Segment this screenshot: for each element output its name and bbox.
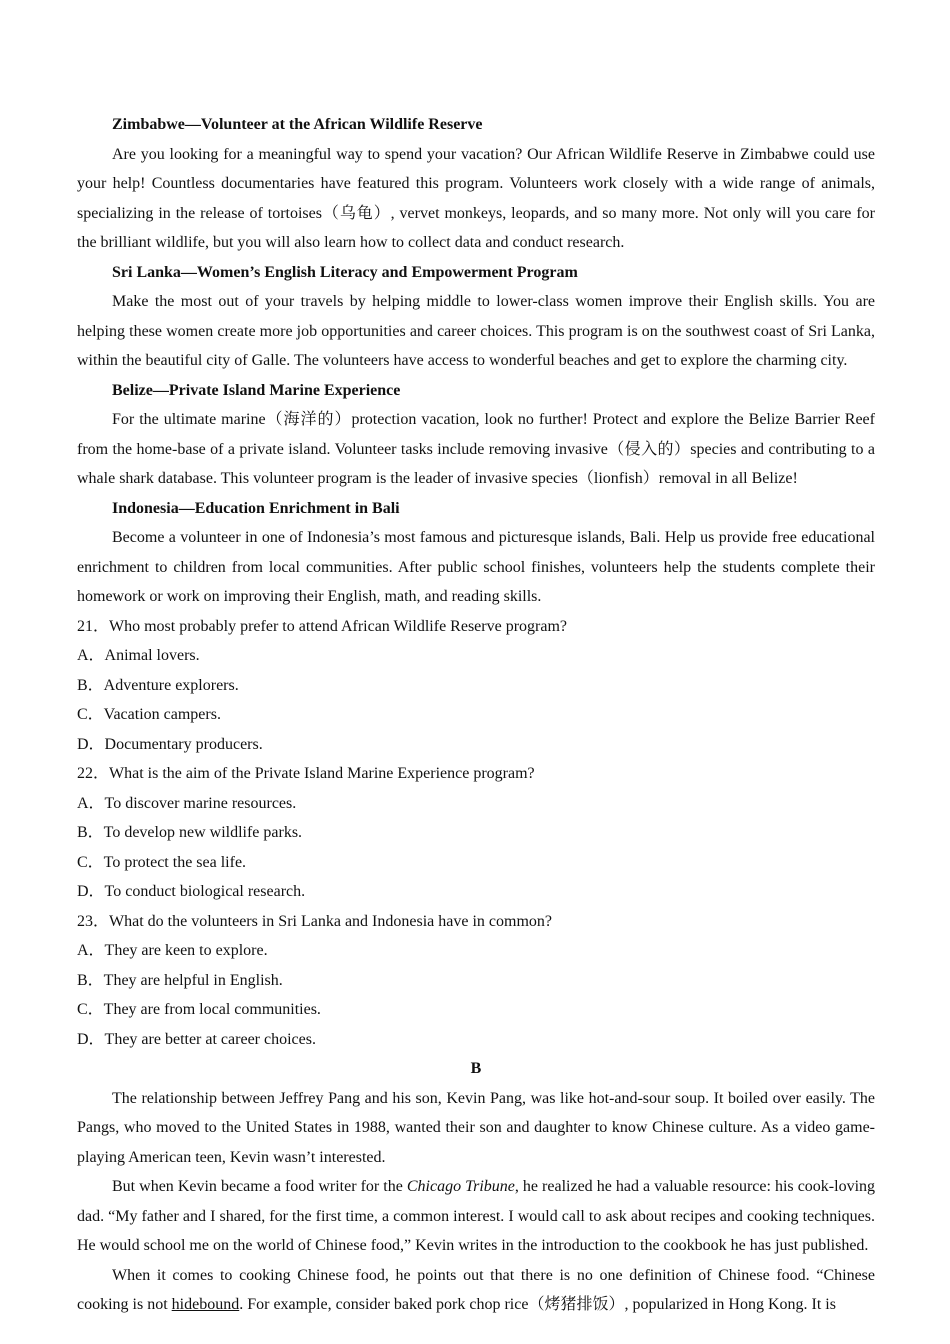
section-heading-indonesia: Indonesia—Education Enrichment in Bali bbox=[112, 499, 400, 517]
section-heading-zimbabwe: Zimbabwe—Volunteer at the African Wildlife Reserve bbox=[112, 116, 483, 133]
part-b-paragraph-2-text-end: , he realized he had a valuable resource: his cook-loving dad. “My father and I shared, for the first time, a common interest. I would call to ask about recipes and cooking techniques. He would school me on the world of Chinese food,” Kevin writes in the introduction to the cookbook he has just published. bbox=[77, 1178, 876, 1254]
question-23-option-a: A．They are keen to explore. bbox=[77, 942, 268, 959]
question-22-options bbox=[77, 789, 875, 907]
question-23-stem: 23．What do the volunteers in Sri Lanka and Indonesia have in common? bbox=[77, 912, 552, 930]
question-22-option-b: B．To develop new wildlife parks. bbox=[77, 824, 303, 841]
question-23-option-d: D．They are better at career choices. bbox=[77, 1030, 316, 1048]
section-heading-belize: Belize—Private Island Marine Experience bbox=[112, 381, 401, 399]
section-heading-srilanka: Sri Lanka—Women’s English Literacy and Empowerment Program bbox=[112, 263, 578, 281]
part-b-paragraph-1: The relationship between Jeffrey Pang and his son, Kevin Pang, was like hot-and-sour soup. It boiled over easily. The Pangs, who moved to the United States in 1988, wanted their son and daughter to know Chinese culture. As a video game-playing American teen, Kevin wasn’t interested. bbox=[77, 1089, 875, 1166]
part-b-label: B bbox=[470, 1060, 482, 1077]
question-21-option-b: B．Adventure explorers. bbox=[77, 676, 239, 694]
section-body-belize: For the ultimate marine（海洋的）protection vacation, look no further! Protect and explore the Belize Barrier Reef from the home-base of a private island. Volunteer tasks include removing invasive（侵入的）species and contributing to a whale shark database. This volunteer program is the leader of invasive species（lionfish）removal in all Belize! bbox=[77, 411, 875, 487]
part-b-paragraph-2 bbox=[77, 1172, 875, 1261]
part-b-paragraph-3-text-end: . For example, consider baked pork chop rice（烤猪排饭）, popularized in Hong Kong. It is bbox=[239, 1296, 836, 1313]
question-22-option-a: A．To discover marine resources. bbox=[77, 794, 297, 812]
question-23-option-b: B．They are helpful in English. bbox=[77, 971, 283, 989]
question-21-option-a: A．Animal lovers. bbox=[77, 647, 200, 664]
underlined-word-hidebound: hidebound bbox=[171, 1296, 240, 1313]
question-22-option-d: D．To conduct biological research. bbox=[77, 883, 306, 900]
question-21-option-d: D．Documentary producers. bbox=[77, 735, 263, 753]
section-body-zimbabwe: Are you looking for a meaningful way to spend your vacation? Our African Wildlife Reserve in Zimbabwe could use your help! Countless documentaries have featured this program. Volunteers work closely with a wide range of animals, specializing in the release of tortoises（乌龟）, vervet monkeys, leopards, and so many more. Not only will you care for the brilliant wildlife, but you will also learn how to collect data and conduct research. bbox=[77, 145, 875, 251]
question-22-stem: 22．What is the aim of the Private Island Marine Experience program? bbox=[77, 765, 535, 782]
question-23-option-c: C．They are from local communities. bbox=[77, 1001, 321, 1018]
section-body-indonesia: Become a volunteer in one of Indonesia’s most famous and picturesque islands, Bali. Help us provide free educational enrichment to children from local communities. After public school finishes, volunteers help the students complete their homework or work on improving their English, math, and reading skills. bbox=[77, 529, 875, 605]
part-b-paragraph-3 bbox=[77, 1261, 875, 1320]
section-body-srilanka: Make the most out of your travels by helping middle to lower-class women improve their English skills. You are helping these women create more job opportunities and career choices. This program is on the southwest coast of Sri Lanka, within the beautiful city of Galle. The volunteers have access to wonderful beaches and get to explore the charming city. bbox=[77, 293, 875, 369]
question-23-options bbox=[77, 936, 875, 1054]
question-21-option-c: C．Vacation campers. bbox=[77, 706, 221, 723]
newspaper-title: Chicago Tribune bbox=[406, 1178, 515, 1195]
question-21-options bbox=[77, 641, 875, 759]
part-b-paragraph-2-text-start: But when Kevin became a food writer for the bbox=[112, 1178, 407, 1195]
part-b-paragraph-3-text-start: When it comes to cooking Chinese food, he points out that there is no one definition of Chinese food. “Chinese cooking is not bbox=[77, 1266, 875, 1313]
question-21-stem: 21．Who most probably prefer to attend African Wildlife Reserve program? bbox=[77, 617, 568, 635]
document-content bbox=[77, 110, 875, 1320]
question-22-option-c: C．To protect the sea life. bbox=[77, 853, 247, 871]
